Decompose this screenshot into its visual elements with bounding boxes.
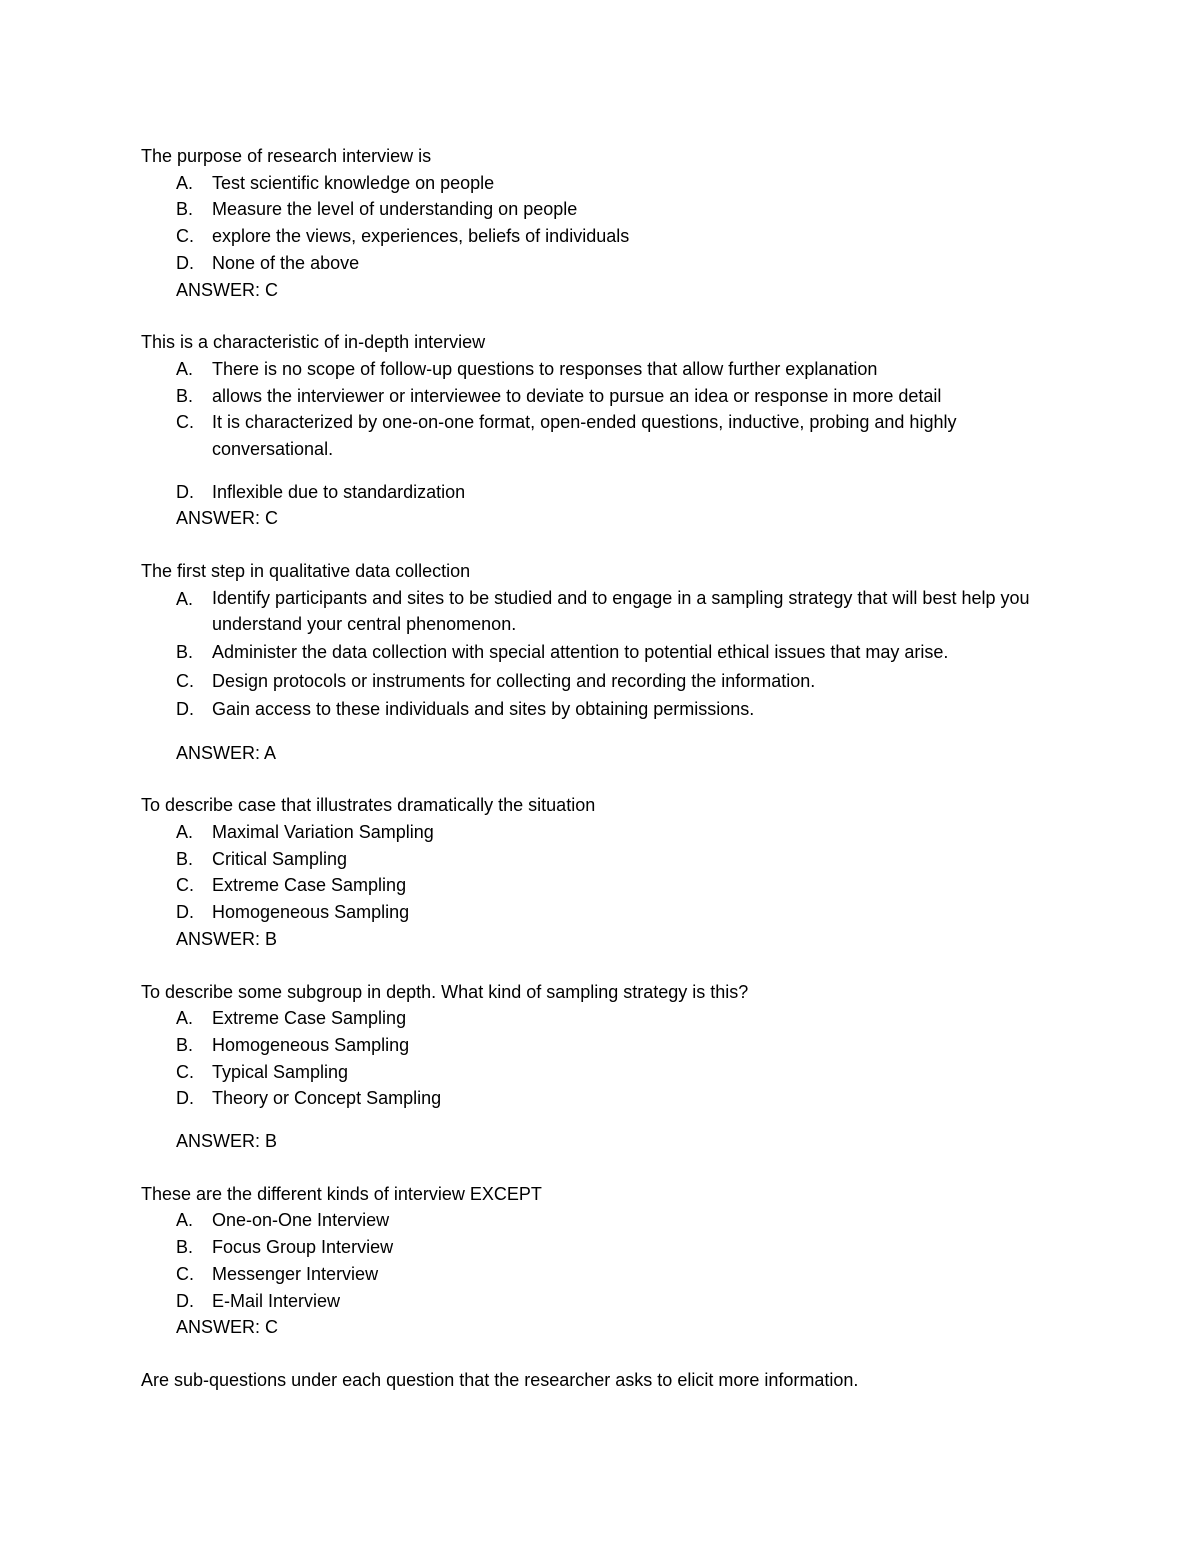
option-text: Homogeneous Sampling bbox=[212, 1034, 410, 1055]
option-letter: A. bbox=[176, 1210, 194, 1231]
option-b bbox=[141, 196, 1071, 223]
question-4 bbox=[141, 792, 1071, 952]
option-text: It is characterized by one-on-one format, open-ended questions, inductive, probing and highly conversational. bbox=[212, 412, 957, 459]
option-letter: A. bbox=[176, 1008, 194, 1029]
question-stem: These are the different kinds of interview EXCEPT bbox=[141, 1183, 542, 1204]
option-a bbox=[141, 170, 1071, 197]
option-a bbox=[141, 356, 1071, 383]
option-c bbox=[141, 667, 1071, 696]
option-b bbox=[141, 1032, 1071, 1059]
document-page bbox=[141, 143, 1071, 1394]
option-letter: C. bbox=[176, 1061, 194, 1082]
question-6 bbox=[141, 1181, 1071, 1341]
option-letter: A. bbox=[176, 358, 194, 379]
option-letter: A. bbox=[176, 172, 194, 193]
option-text: Extreme Case Sampling bbox=[212, 875, 407, 896]
option-letter: D. bbox=[176, 902, 194, 923]
option-letter: D. bbox=[176, 1088, 194, 1109]
option-a bbox=[141, 819, 1071, 846]
option-letter: C. bbox=[176, 226, 194, 247]
option-letter: D. bbox=[176, 481, 194, 502]
question-stem: To describe some subgroup in depth. What kind of sampling strategy is this? bbox=[141, 981, 749, 1002]
option-d bbox=[141, 1288, 1071, 1315]
option-letter: C. bbox=[176, 412, 194, 433]
option-letter: B. bbox=[176, 385, 194, 406]
option-text: Design protocols or instruments for collecting and recording the information. bbox=[212, 670, 816, 691]
option-d bbox=[141, 695, 1071, 724]
option-letter: D. bbox=[176, 1290, 194, 1311]
option-d bbox=[141, 1085, 1071, 1112]
answer-line: ANSWER: A bbox=[176, 742, 277, 763]
question-1 bbox=[141, 143, 1071, 303]
option-c bbox=[141, 1059, 1071, 1086]
option-letter: A. bbox=[176, 822, 194, 843]
option-text: E-Mail Interview bbox=[212, 1290, 341, 1311]
option-text: Test scientific knowledge on people bbox=[212, 172, 495, 193]
question-7 bbox=[141, 1367, 1071, 1394]
option-letter: B. bbox=[176, 1034, 194, 1055]
option-c bbox=[141, 1261, 1071, 1288]
option-letter: B. bbox=[176, 1237, 194, 1258]
option-b bbox=[141, 1234, 1071, 1261]
option-text: Homogeneous Sampling bbox=[212, 902, 410, 923]
question-stem: The first step in qualitative data collection bbox=[141, 561, 471, 582]
option-letter: B. bbox=[176, 199, 194, 220]
option-b bbox=[141, 638, 1071, 667]
option-letter: C. bbox=[176, 1263, 194, 1284]
question-stem: Are sub-questions under each question that the researcher asks to elicit more information. bbox=[141, 1369, 859, 1390]
option-d bbox=[141, 479, 1071, 506]
option-text: explore the views, experiences, beliefs of individuals bbox=[212, 226, 630, 247]
option-b bbox=[141, 383, 1071, 410]
question-5 bbox=[141, 979, 1071, 1155]
answer-line: ANSWER: B bbox=[176, 928, 278, 949]
option-letter: B. bbox=[176, 848, 194, 869]
option-letter: A. bbox=[176, 588, 194, 609]
question-3 bbox=[141, 558, 1071, 766]
option-text: Identify participants and sites to be studied and to engage in a sampling strategy that will best help you understand your central phenomenon. bbox=[212, 587, 1030, 635]
question-stem: This is a characteristic of in-depth interview bbox=[141, 332, 486, 353]
option-text: None of the above bbox=[212, 252, 360, 273]
option-letter: C. bbox=[176, 670, 194, 691]
option-letter: B. bbox=[176, 642, 194, 663]
option-a bbox=[141, 1005, 1071, 1032]
option-text: Focus Group Interview bbox=[212, 1237, 394, 1258]
option-c bbox=[141, 409, 1071, 462]
option-a bbox=[141, 1207, 1071, 1234]
option-text: Typical Sampling bbox=[212, 1061, 349, 1082]
option-d bbox=[141, 899, 1071, 926]
option-letter: D. bbox=[176, 699, 194, 720]
answer-line: ANSWER: C bbox=[176, 508, 279, 529]
option-text: allows the interviewer or interviewee to deviate to pursue an idea or response in more detail bbox=[212, 385, 942, 406]
option-c bbox=[141, 872, 1071, 899]
question-2 bbox=[141, 329, 1071, 532]
answer-line: ANSWER: C bbox=[176, 279, 279, 300]
option-text: Inflexible due to standardization bbox=[212, 481, 466, 502]
answer-line: ANSWER: C bbox=[176, 1317, 279, 1338]
option-text: Administer the data collection with special attention to potential ethical issues that may arise. bbox=[212, 642, 949, 663]
option-text: Critical Sampling bbox=[212, 848, 348, 869]
option-text: There is no scope of follow-up questions to responses that allow further explanation bbox=[212, 358, 878, 379]
option-letter: C. bbox=[176, 875, 194, 896]
option-letter: D. bbox=[176, 252, 194, 273]
option-text: Maximal Variation Sampling bbox=[212, 822, 434, 843]
option-text: Gain access to these individuals and sites by obtaining permissions. bbox=[212, 699, 755, 720]
question-stem: To describe case that illustrates dramatically the situation bbox=[141, 795, 596, 816]
option-text: Extreme Case Sampling bbox=[212, 1008, 407, 1029]
option-c bbox=[141, 223, 1071, 250]
answer-line: ANSWER: B bbox=[176, 1131, 278, 1152]
option-text: Theory or Concept Sampling bbox=[212, 1088, 442, 1109]
option-text: Messenger Interview bbox=[212, 1263, 379, 1284]
option-text: Measure the level of understanding on people bbox=[212, 199, 578, 220]
question-stem: The purpose of research interview is bbox=[141, 146, 432, 166]
option-a bbox=[141, 585, 1071, 638]
option-text: One-on-One Interview bbox=[212, 1210, 390, 1231]
option-d bbox=[141, 250, 1071, 277]
option-b bbox=[141, 846, 1071, 873]
